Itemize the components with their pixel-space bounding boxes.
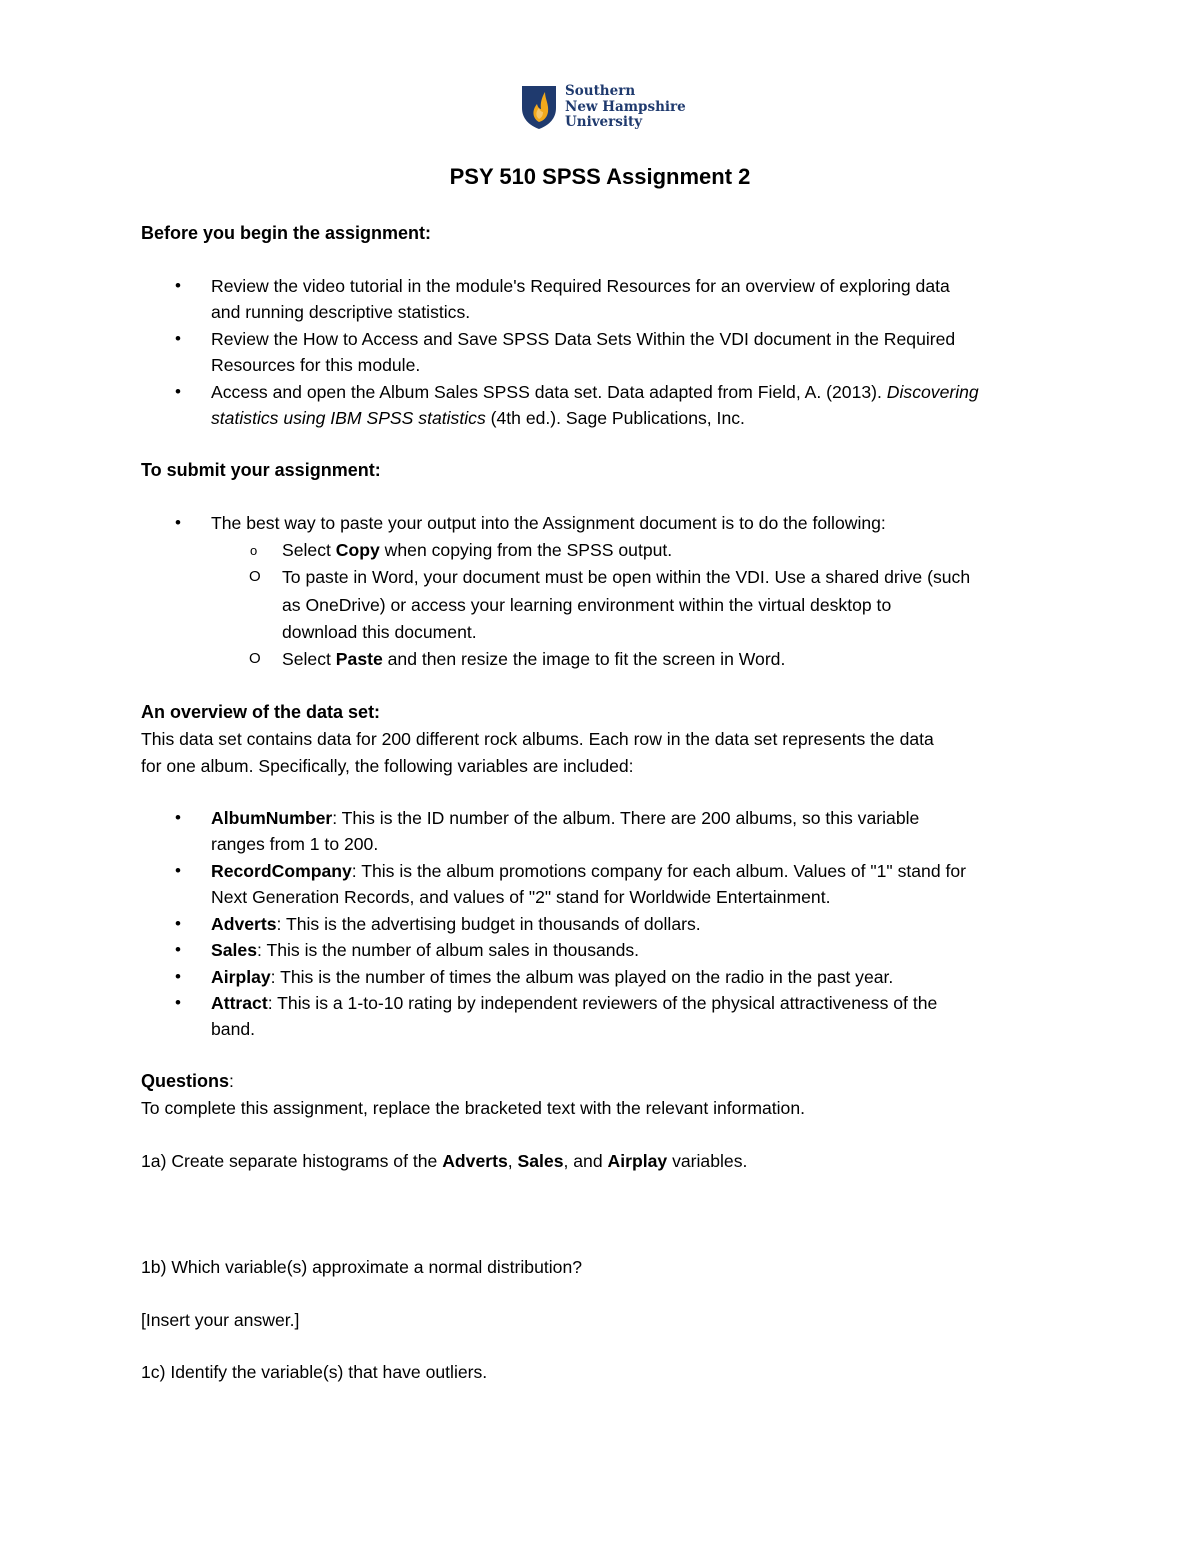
bullet-icon: • (175, 808, 181, 827)
section-heading-before: Before you begin the assignment: (141, 223, 432, 243)
variable-recordcompany-line-1: RecordCompany: This is the album promotions company for each album. Values of "1" stand for (211, 861, 967, 881)
snhu-logo (521, 84, 686, 131)
variable-name: RecordCompany (211, 861, 352, 881)
paste-keyword: Paste (335, 649, 383, 669)
before-item-2-line-1: Review the How to Access and Save SPSS Data Sets Within the VDI document in the Required (211, 329, 956, 349)
before-item-1-line-2: and running descriptive statistics. (211, 302, 471, 322)
citation-title-part-2: statistics using IBM SPSS statistics (211, 408, 486, 428)
variable-attract-line-2: band. (211, 1019, 256, 1039)
bullet-icon: • (175, 940, 181, 959)
citation-publisher: (4th ed.). Sage Publications, Inc. (485, 408, 745, 428)
submit-sub-item-2-line-3: download this document. (282, 622, 477, 642)
before-item-3-line-1 (211, 381, 979, 403)
sub-bullet-icon: O (249, 568, 261, 585)
question-1b: 1b) Which variable(s) approximate a normal distribution? (141, 1257, 583, 1277)
overview-paragraph-line-2: for one album. Specifically, the following variables are included: (141, 756, 634, 776)
bullet-icon: • (175, 967, 181, 986)
variable-albumnumber-line-1: AlbumNumber: This is the ID number of the album. There are 200 albums, so this variable (211, 808, 920, 828)
logo-line-1: Southern (565, 83, 636, 99)
citation-title-part-1: Discovering (886, 382, 979, 402)
variable-albumnumber-line-2: ranges from 1 to 200. (211, 834, 379, 854)
bullet-icon: • (175, 382, 181, 401)
variable-sales: Sales: This is the number of album sales in thousands. (211, 940, 640, 960)
variable-name: AlbumNumber (211, 808, 333, 828)
logo-line-2: New Hampshire (565, 98, 686, 115)
sub-bullet-icon: O (249, 650, 261, 667)
sub-bullet-icon: o (250, 543, 258, 558)
variable-recordcompany-line-2: Next Generation Records, and values of "2" stand for Worldwide Entertainment. (211, 887, 831, 907)
logo-line-3: University (565, 114, 643, 130)
variable-airplay: Airplay: This is the number of times the album was played on the radio in the past year. (211, 967, 894, 987)
logo-wordmark (565, 84, 686, 131)
bullet-icon: • (175, 861, 181, 880)
section-heading-overview: An overview of the data set: (141, 702, 381, 722)
citation-text: Access and open the Album Sales SPSS data set. Data adapted from Field, A. (2013). (211, 382, 887, 402)
variable-name: Sales (211, 940, 257, 960)
submit-sub-item-1: Select Copy when copying from the SPSS output. (282, 540, 673, 560)
questions-intro: To complete this assignment, replace the bracketed text with the relevant information. (141, 1098, 806, 1118)
submit-sub-item-2-line-2: as OneDrive) or access your learning environment within the virtual desktop to (282, 595, 892, 615)
before-item-2-line-2: Resources for this module. (211, 355, 421, 375)
section-heading-submit: To submit your assignment: (141, 460, 381, 480)
question-1c: 1c) Identify the variable(s) that have outliers. (141, 1362, 488, 1382)
variable-name: Airplay (211, 967, 271, 987)
bullet-icon: • (175, 276, 181, 295)
bullet-icon: • (175, 914, 181, 933)
page-title: PSY 510 SPSS Assignment 2 (449, 164, 751, 189)
submit-item-1: The best way to paste your output into the Assignment document is to do the following: (211, 513, 886, 533)
before-item-3-line-2 (211, 407, 745, 429)
submit-sub-item-3: Select Paste and then resize the image to fit the screen in Word. (282, 649, 786, 669)
bullet-icon: • (175, 329, 181, 348)
copy-keyword: Copy (335, 540, 380, 560)
before-item-1-line-1: Review the video tutorial in the module's Required Resources for an overview of exploring data (211, 276, 950, 296)
answer-placeholder[interactable]: [Insert your answer.] (141, 1310, 300, 1330)
variable-adverts: Adverts: This is the advertising budget in thousands of dollars. (211, 914, 701, 934)
overview-paragraph-line-1: This data set contains data for 200 different rock albums. Each row in the data set represents the data (141, 729, 934, 749)
variable-name: Attract (211, 993, 268, 1013)
question-1a: 1a) Create separate histograms of the Adverts, Sales, and Airplay variables. (141, 1151, 748, 1171)
bullet-icon: • (175, 993, 181, 1012)
variable-name: Adverts (211, 914, 277, 934)
variable-attract-line-1: Attract: This is a 1-to-10 rating by independent reviewers of the physical attractiveness of the (211, 993, 938, 1013)
submit-sub-item-2-line-1: To paste in Word, your document must be open within the VDI. Use a shared drive (such (282, 567, 971, 587)
bullet-icon: • (175, 513, 181, 532)
section-heading-questions: Questions: (141, 1071, 234, 1091)
shield-flame-icon (521, 84, 557, 130)
